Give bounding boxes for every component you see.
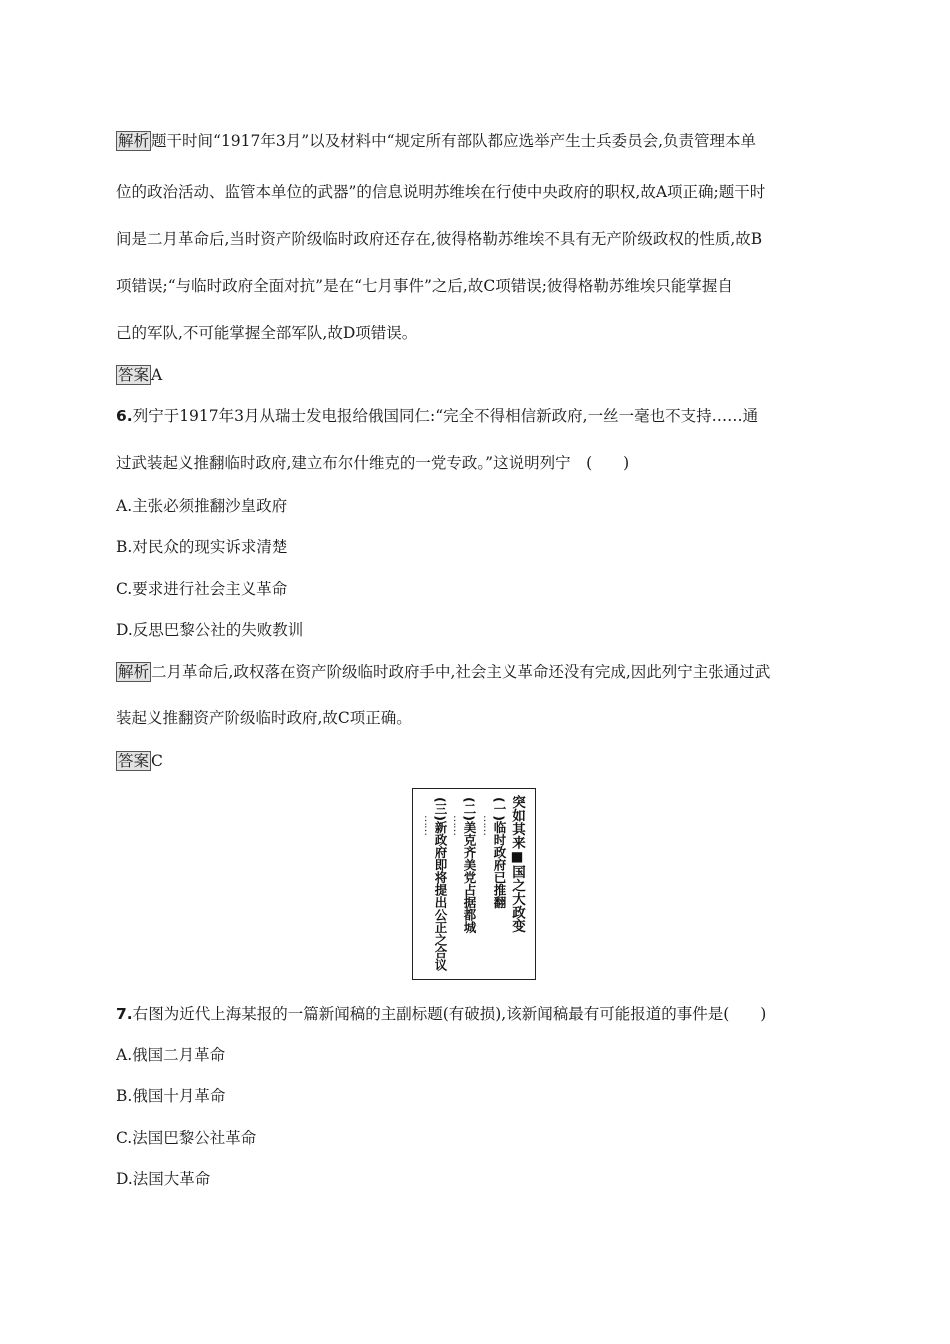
analysis-text: 二月革命后,政权落在资产阶级临时政府手中,社会主义革命还没有完成,因此列宁主张通过武 bbox=[151, 663, 771, 681]
answer-value: C bbox=[151, 752, 163, 770]
q5-analysis-line-4: 项错误;“与临时政府全面对抗”是在“七月事件”之后,故C项错误;彼得格勒苏维埃只能掌握自 bbox=[116, 277, 733, 295]
q5-analysis-line-1 bbox=[116, 130, 756, 152]
q7-option-c[interactable]: C.法国巴黎公社革命 bbox=[116, 1129, 257, 1147]
q6-analysis-line-2: 装起义推翻资产阶级临时政府,故C项正确。 bbox=[116, 709, 412, 727]
analysis-tag: 解析 bbox=[118, 132, 150, 150]
headline-sub-3: (三)新政府即将提出公正之合议 bbox=[433, 797, 448, 971]
q5-analysis-line-5: 己的军队,不可能掌握全部军队,故D项错误。 bbox=[116, 324, 418, 342]
ellipsis-3: …… bbox=[422, 815, 435, 835]
answer-tag: 答案 bbox=[118, 752, 150, 770]
q7-stem bbox=[116, 1003, 766, 1025]
answer-tag: 答案 bbox=[118, 366, 150, 384]
answer-value: A bbox=[151, 366, 163, 384]
q6-stem-line-1 bbox=[116, 405, 758, 427]
q6-option-b[interactable]: B.对民众的现实诉求清楚 bbox=[116, 538, 288, 556]
question-number: 7. bbox=[116, 1005, 133, 1023]
question-stem: 右图为近代上海某报的一篇新闻稿的主副标题(有破损),该新闻稿最有可能报道的事件是( ) bbox=[132, 1005, 767, 1023]
question-stem: 列宁于1917年3月从瑞士发电报给俄国同仁:“完全不得相信新政府,一丝一毫也不支持……通 bbox=[132, 407, 759, 425]
q6-answer bbox=[116, 750, 163, 772]
q6-option-c[interactable]: C.要求进行社会主义革命 bbox=[116, 580, 288, 598]
q5-analysis-line-3: 间是二月革命后,当时资产阶级临时政府还存在,彼得格勒苏维埃不具有无产阶级政权的性质,故B bbox=[116, 230, 763, 248]
ellipsis-1: …… bbox=[481, 815, 494, 835]
question-number: 6. bbox=[116, 407, 133, 425]
analysis-tag: 解析 bbox=[118, 663, 150, 681]
ellipsis-2: …… bbox=[451, 815, 464, 835]
q7-option-a[interactable]: A.俄国二月革命 bbox=[116, 1046, 226, 1064]
q5-analysis-line-2: 位的政治活动、监管本单位的武器”的信息说明苏维埃在行使中央政府的职权,故A项正确;题干时 bbox=[116, 183, 766, 201]
newspaper-headline-figure bbox=[412, 788, 536, 980]
q6-analysis-line-1 bbox=[116, 661, 770, 683]
q6-option-d[interactable]: D.反思巴黎公社的失败教训 bbox=[116, 621, 304, 639]
q6-option-a[interactable]: A.主张必须推翻沙皇政府 bbox=[116, 497, 288, 515]
headline-main: 突如其来■国之大政变 bbox=[509, 795, 525, 933]
analysis-text: 题干时间“1917年3月”以及材料中“规定所有部队都应选举产生士兵委员会,负责管理本单 bbox=[151, 132, 757, 150]
q7-option-d[interactable]: D.法国大革命 bbox=[116, 1170, 211, 1188]
headline-sub-2: (二)美克齐美党占据都城 bbox=[462, 797, 477, 934]
headline-sub-1: (一)临时政府已推翻 bbox=[492, 797, 507, 909]
q7-option-b[interactable]: B.俄国十月革命 bbox=[116, 1087, 226, 1105]
q5-answer bbox=[116, 364, 162, 386]
q6-stem-line-2: 过武装起义推翻临时政府,建立布尔什维克的一党专政。”这说明列宁 ( ) bbox=[116, 454, 630, 472]
